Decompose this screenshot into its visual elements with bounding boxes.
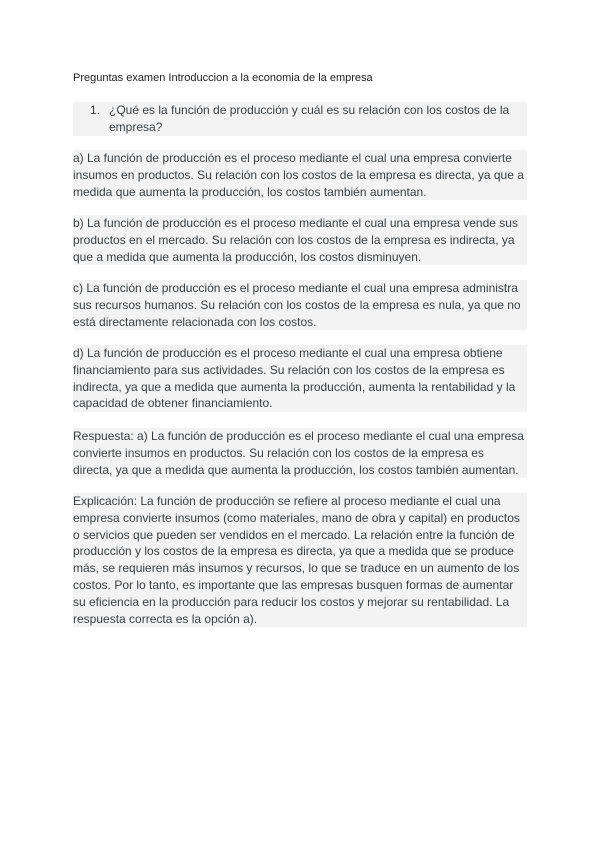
option-d: d) La función de producción es el proceso mediante el cual una empresa obtiene financiamiento para sus actividades. Su relación con los costos de la empresa es indirecta, ya que a medida que aumenta la producción, aumenta la rentabilidad y la capacidad de obtener financiamiento. <box>73 345 527 412</box>
option-c: c) La función de producción es el proceso mediante el cual una empresa administra sus recursos humanos. Su relación con los costos de la empresa es nula, ya que no está directamente relacionada con los costos. <box>73 280 527 330</box>
question-number: 1. <box>90 103 101 117</box>
answer-paragraph: Respuesta: a) La función de producción es el proceso mediante el cual una empresa convierte insumos en productos. Su relación con los costos de la empresa es directa, ya que a medida que aumenta la producción, los costos también aumentan. <box>73 428 527 478</box>
question-text: ¿Qué es la función de producción y cuál es su relación con los costos de la empresa? <box>109 103 510 134</box>
option-b: b) La función de producción es el proceso mediante el cual una empresa vende sus productos en el mercado. Su relación con los costos de la empresa es indirecta, ya que a medida que aumenta la producción, los costos disminuyen. <box>73 215 527 265</box>
explanation-paragraph: Explicación: La función de producción se refiere al proceso mediante el cual una empresa convierte insumos (como materiales, mano de obra y capital) en productos o servicios que pueden ser vendidos en el mercado. La relación entre la función de producción y los costos de la empresa es directa, ya que a medida que se produce más, se requieren más insumos y recursos, lo que se traduce en un aumento de los costos. Por lo tanto, es importante que las empresas busquen formas de aumentar su eficiencia en la producción para reducir los costos y mejorar su rentabilidad. La respuesta correcta es la opción a). <box>73 493 527 627</box>
document-title: Preguntas examen Introduccion a la economia de la empresa <box>73 72 373 84</box>
option-a: a) La función de producción es el proceso mediante el cual una empresa convierte insumos en productos. Su relación con los costos de la empresa es directa, ya que a medida que aumenta la producción, los costos también aumentan. <box>73 150 527 200</box>
question-item <box>73 102 527 136</box>
